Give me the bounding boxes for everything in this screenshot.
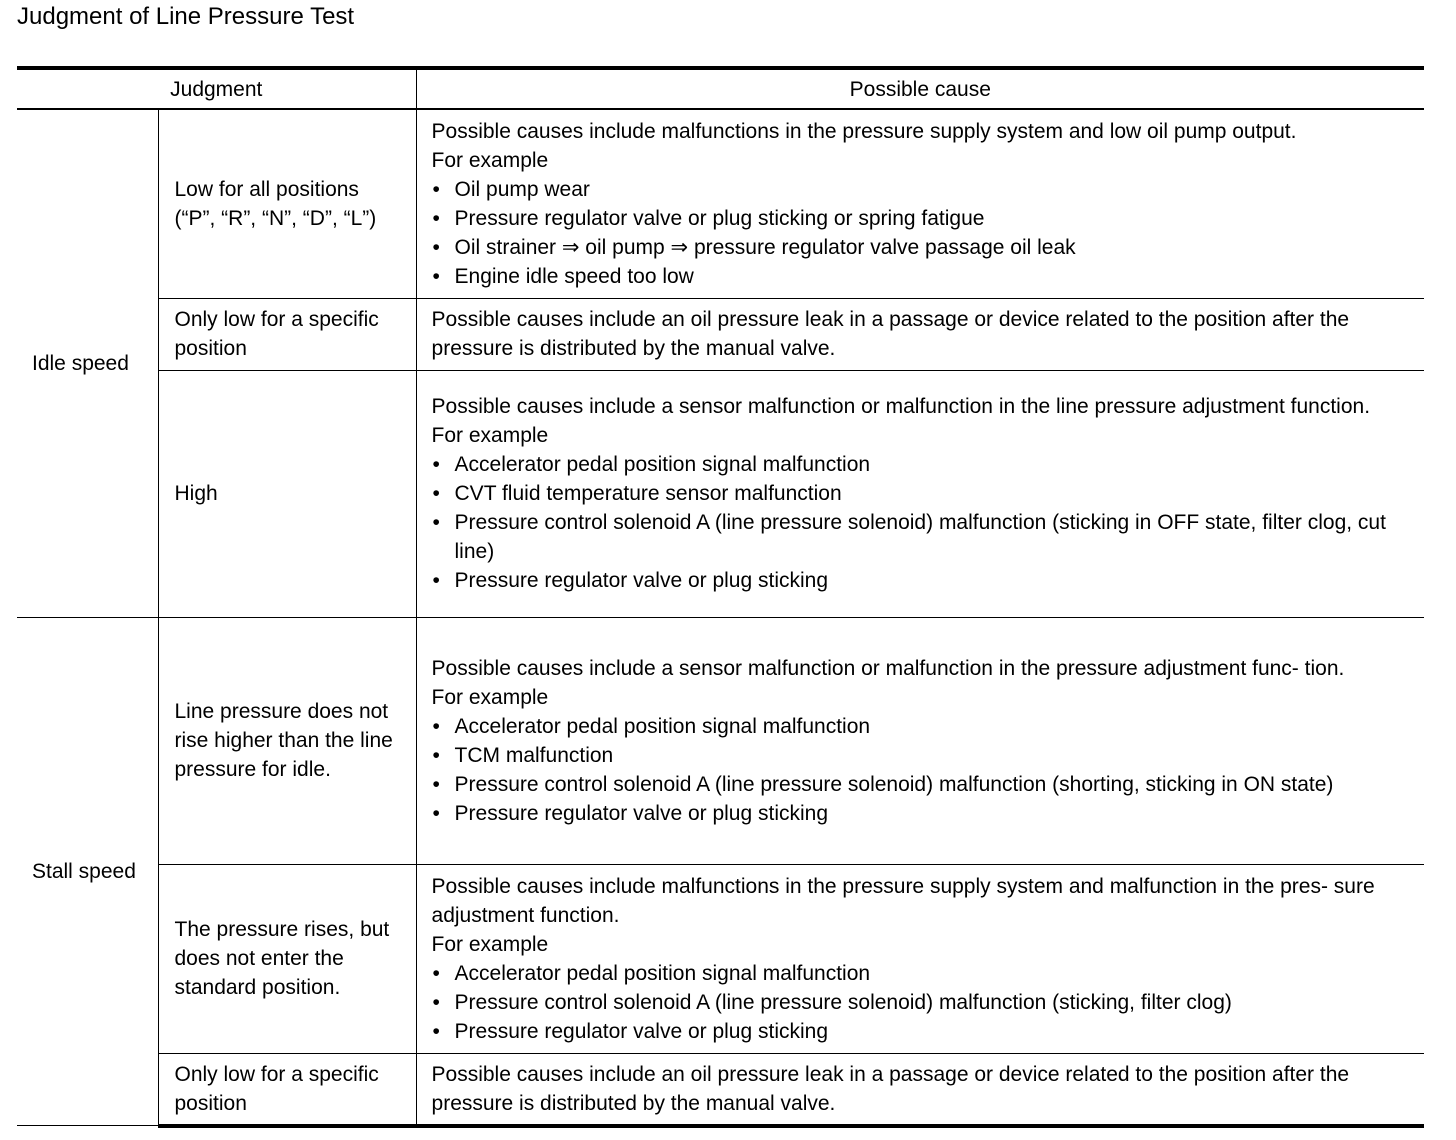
table-row: [17, 298, 1424, 370]
cause-cell: [416, 298, 1424, 370]
cause-bullet: • Pressure regulator valve or plug sticking: [432, 566, 1417, 595]
table-row: [17, 370, 1424, 617]
cause-bullet-list: [432, 450, 1417, 595]
cause-bullet-list: [432, 175, 1417, 291]
judgment-column-header: Judgment: [17, 68, 416, 109]
cause-bullet: • CVT fluid temperature sensor malfunction: [432, 479, 1417, 508]
cause-intro: Possible causes include a sensor malfunction or malfunction in the pressure adjustment func- tion.: [431, 656, 1345, 680]
cause-intro: Possible causes include malfunctions in the pressure supply system and low oil pump output.: [431, 119, 1297, 143]
cause-cell: [416, 370, 1424, 617]
cause-intro: Possible causes include malfunctions in the pressure supply system and malfunction in the pres- sure adjustment function.: [431, 874, 1375, 927]
condition-cell: Only low for a specific position: [158, 1053, 416, 1126]
cause-example-label: For example: [431, 685, 549, 709]
group-label-stall-speed: Stall speed: [17, 617, 158, 1126]
condition-cell: Line pressure does not rise higher than the line pressure for idle.: [158, 617, 416, 864]
page-title: Judgment of Line Pressure Test: [17, 3, 355, 30]
cause-bullet: • Pressure control solenoid A (line pressure solenoid) malfunction (sticking, filter clog): [432, 988, 1417, 1017]
table-header-row: [17, 68, 1424, 109]
cause-bullet: • Pressure regulator valve or plug sticking: [432, 799, 1417, 828]
cause-column-header: Possible cause: [416, 68, 1424, 109]
table-row: [17, 1053, 1424, 1126]
cause-intro: Possible causes include a sensor malfunction or malfunction in the line pressure adjustment function.: [431, 395, 1371, 418]
cause-bullet: • Pressure control solenoid A (line pressure solenoid) malfunction (shorting, sticking in ON state): [432, 770, 1417, 799]
cause-bullet-list: [432, 959, 1417, 1046]
condition-cell: Only low for a specific position: [158, 298, 416, 370]
cause-bullet: • Accelerator pedal position signal malfunction: [432, 959, 1417, 988]
cause-bullet: • Engine idle speed too low: [432, 262, 1417, 291]
condition-cell: Low for all positions (“P”, “R”, “N”, “D”, “L”): [158, 109, 416, 298]
cause-bullet: • Pressure regulator valve or plug sticking or spring fatigue: [432, 204, 1417, 233]
cause-bullet: • Oil pump wear: [432, 175, 1417, 204]
group-label-idle-speed: Idle speed: [17, 109, 158, 617]
cause-intro: Possible causes include an oil pressure leak in a passage or device related to the position after the pressure is distributed by the manual valve.: [431, 1062, 1350, 1115]
cause-cell: [416, 1053, 1424, 1126]
cause-bullet: • Accelerator pedal position signal malfunction: [432, 712, 1417, 741]
cause-bullet: • Pressure regulator valve or plug sticking: [432, 1017, 1417, 1046]
cause-cell: [416, 864, 1424, 1053]
condition-cell: High: [158, 370, 416, 617]
cause-bullet: • Accelerator pedal position signal malfunction: [432, 450, 1417, 479]
cause-cell: [416, 617, 1424, 864]
cause-bullet: • TCM malfunction: [432, 741, 1417, 770]
cause-bullet-list: [432, 712, 1417, 828]
cause-example-label: For example: [431, 932, 549, 956]
cause-example-label: For example: [431, 148, 549, 172]
judgment-table: [17, 66, 1424, 1128]
condition-cell: The pressure rises, but does not enter the standard position.: [158, 864, 416, 1053]
cause-bullet: • Pressure control solenoid A (line pressure solenoid) malfunction (sticking in OFF state, filter clog, cut line): [432, 508, 1417, 566]
table-row: [17, 617, 1424, 864]
cause-cell: [416, 109, 1424, 298]
table-row: [17, 864, 1424, 1053]
cause-intro: Possible causes include an oil pressure leak in a passage or device related to the position after the pressure is distributed by the manual valve.: [431, 308, 1350, 360]
table-row: [17, 109, 1424, 298]
cause-example-label: For example: [431, 424, 549, 447]
cause-bullet: • Oil strainer ⇒ oil pump ⇒ pressure regulator valve passage oil leak: [432, 233, 1417, 262]
